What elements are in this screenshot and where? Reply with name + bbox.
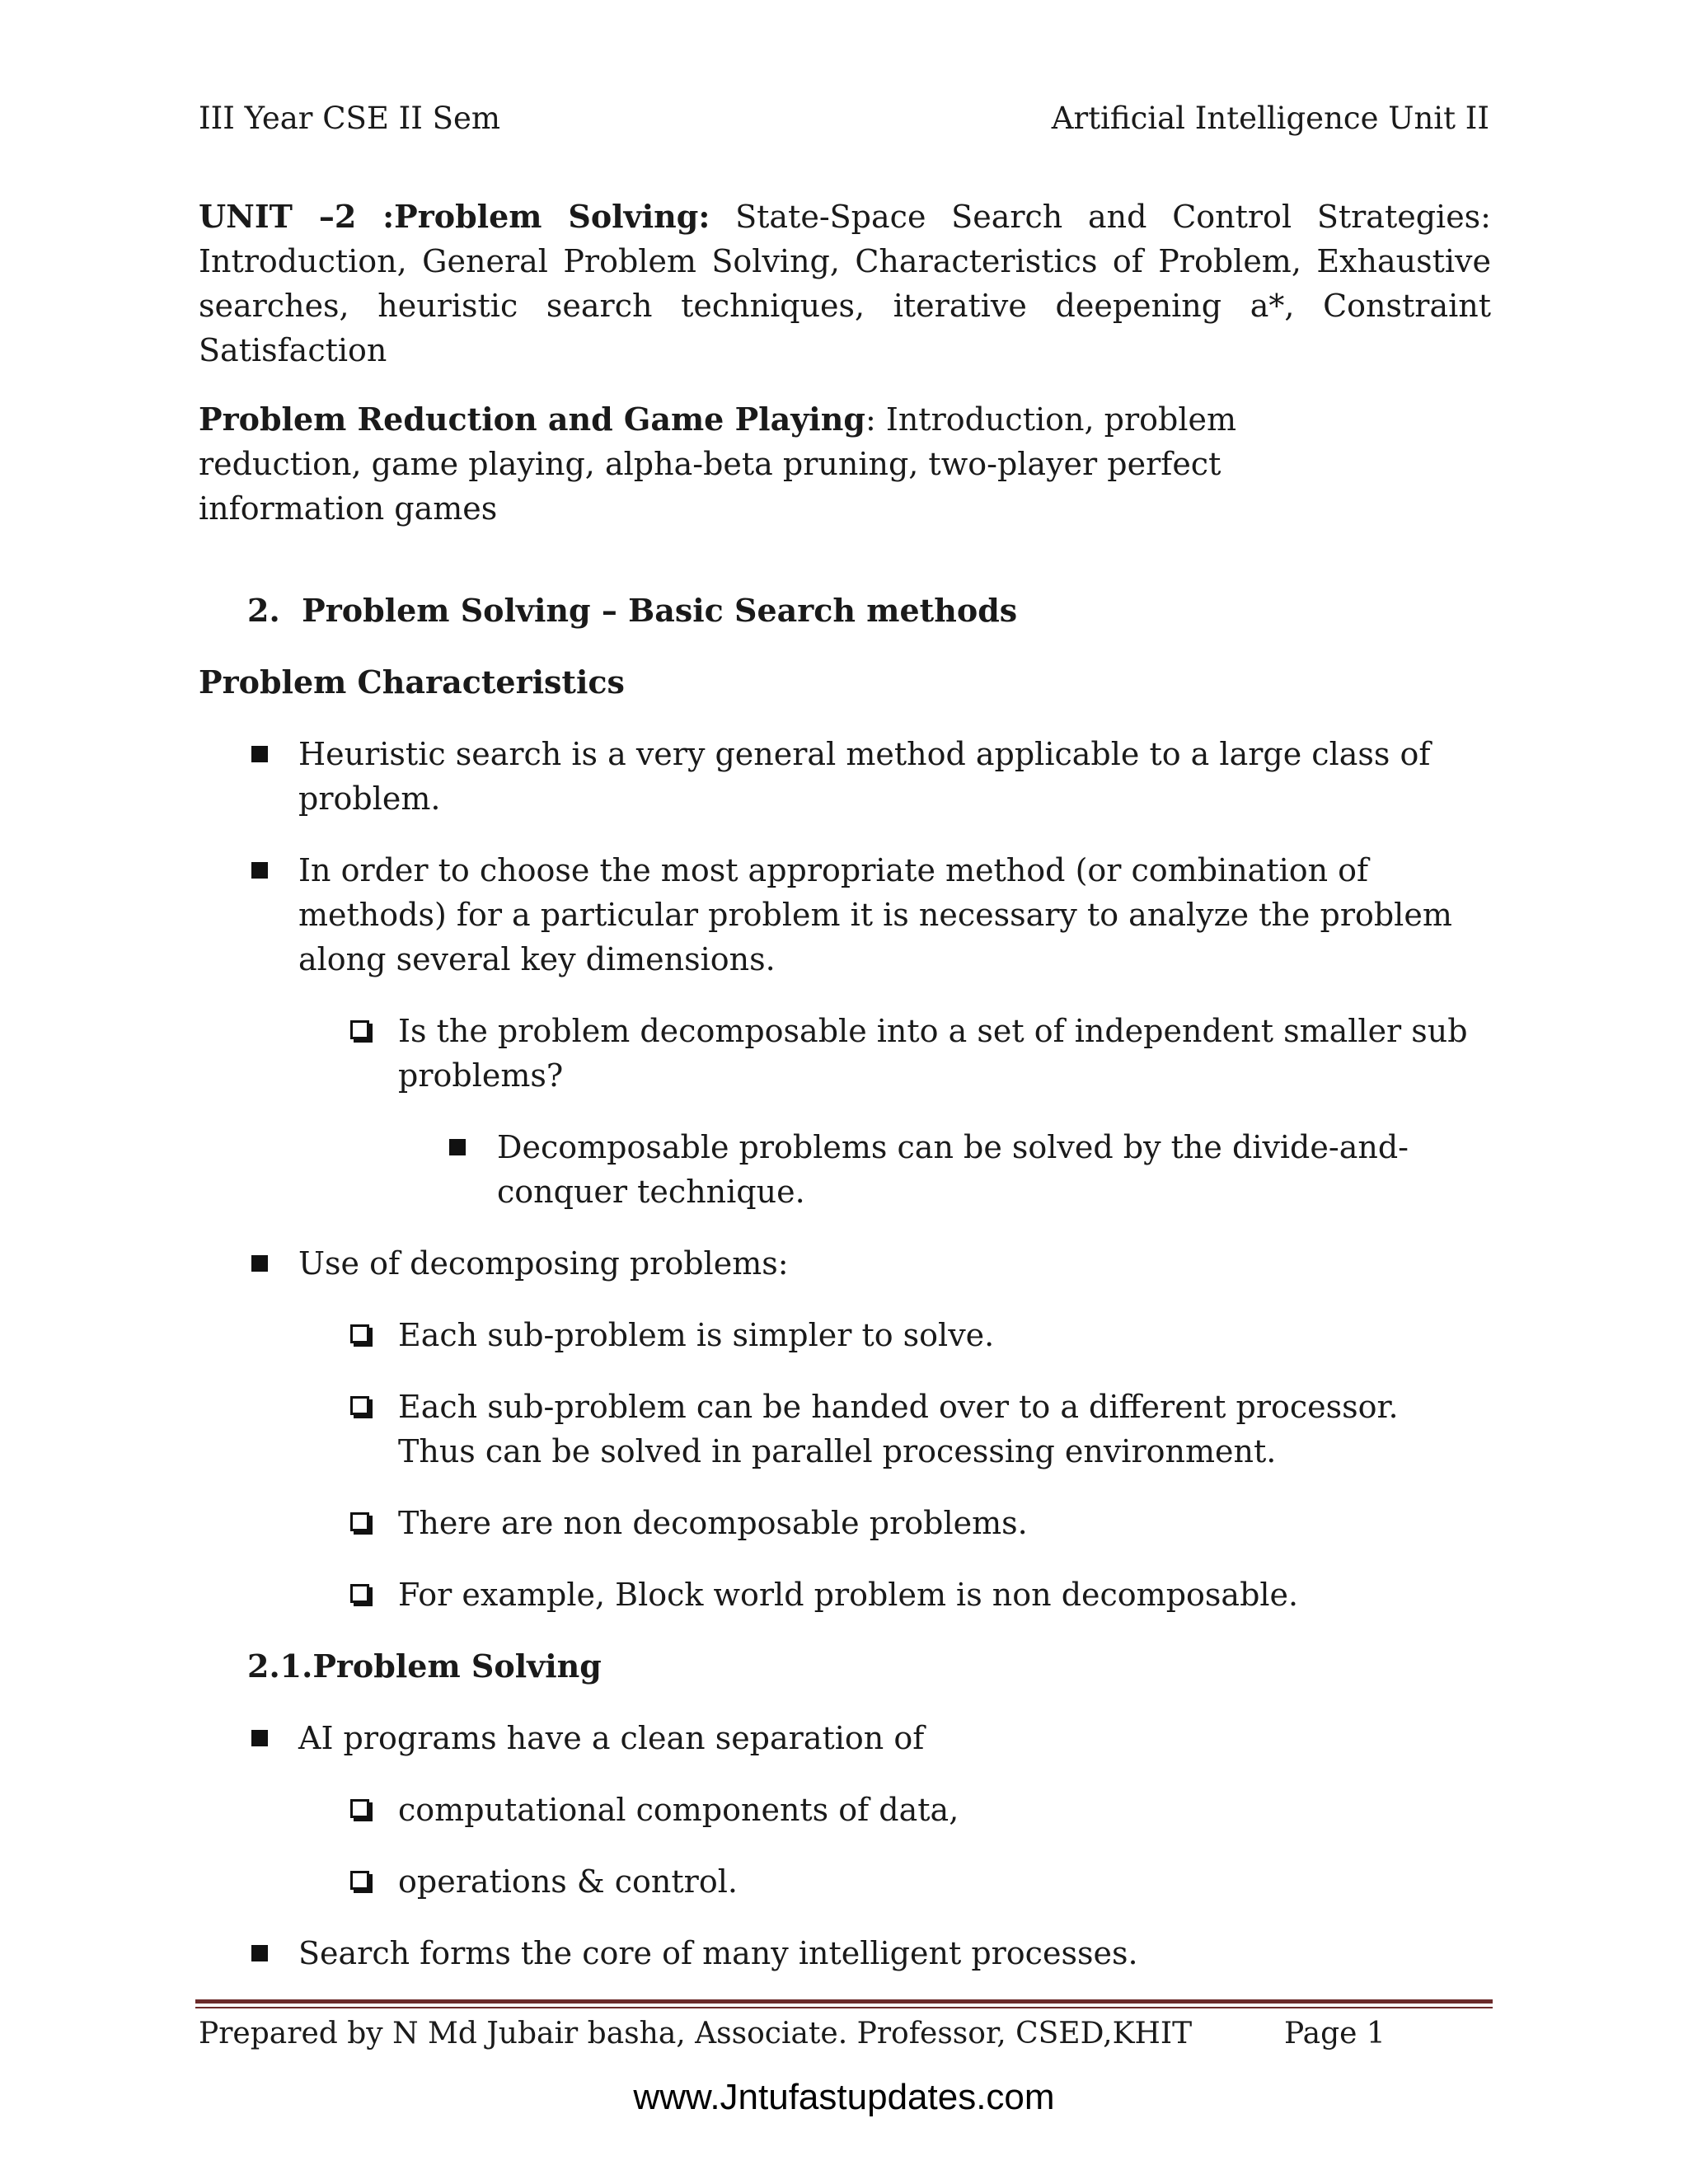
footer-rule xyxy=(195,1999,1493,2004)
syllabus-unit-label: UNIT –2 :Problem Solving: xyxy=(199,198,710,235)
list-item xyxy=(251,1716,1455,1760)
filled-square-bullet-icon xyxy=(251,1931,298,1975)
checkbox-bullet-icon xyxy=(350,1572,398,1617)
list-item xyxy=(350,1572,1488,1617)
list-item-text: Is the problem decomposable into a set of independent smaller sub problems? xyxy=(398,1013,1468,1094)
list-item xyxy=(251,1931,1455,1975)
section-heading: 2.1.Problem Solving xyxy=(247,1647,602,1685)
syllabus-reduction-text: : Introduction, problem reduction, game playing, alpha-beta pruning, two-player perfect information games xyxy=(199,401,1236,527)
section-heading: 2. Problem Solving – Basic Search methods xyxy=(247,592,1018,629)
filled-square-bullet-icon xyxy=(449,1125,497,1169)
subsection-heading: Problem Characteristics xyxy=(199,663,625,701)
list-item xyxy=(350,1859,1488,1904)
list-item xyxy=(350,1501,1488,1545)
list-item xyxy=(449,1125,1438,1214)
footer-author: Prepared by N Md Jubair basha, Associate. Professor, CSED,KHIT xyxy=(199,2017,1193,2050)
filled-square-bullet-icon xyxy=(251,848,298,893)
filled-square-bullet-icon xyxy=(251,1716,298,1760)
list-item-text: For example, Block world problem is non decomposable. xyxy=(398,1577,1299,1613)
list-item-text: computational components of data, xyxy=(398,1792,959,1828)
list-item-text: operations & control. xyxy=(398,1863,738,1900)
syllabus-unit-text: State-Space Search and Control Strategies: Introduction, General Problem Solving, Characteristics of Problem, Exhaustive searches, heuristic search techniques, iterative deepening a*, Constraint Satisfaction xyxy=(199,199,1491,368)
filled-square-bullet-icon xyxy=(251,1241,298,1286)
list-item xyxy=(350,1009,1488,1098)
checkbox-bullet-icon xyxy=(350,1788,398,1832)
list-item xyxy=(350,1788,1488,1832)
header-subject: Artificial Intelligence Unit II xyxy=(1051,101,1489,136)
list-item xyxy=(251,732,1455,821)
syllabus-unit-paragraph xyxy=(199,194,1491,373)
footer-rule-thin xyxy=(195,2007,1493,2008)
header-course: III Year CSE II Sem xyxy=(199,101,500,136)
list-item-text: In order to choose the most appropriate method (or combination of methods) for a particular problem it is necessary to analyze the problem along several key dimensions. xyxy=(298,852,1452,977)
list-item xyxy=(350,1385,1455,1474)
checkbox-bullet-icon xyxy=(350,1385,398,1429)
list-item xyxy=(350,1313,1488,1357)
list-item-text: There are non decomposable problems. xyxy=(398,1505,1028,1541)
syllabus-reduction-label: Problem Reduction and Game Playing xyxy=(199,401,865,438)
list-item-text: AI programs have a clean separation of xyxy=(298,1720,925,1756)
filled-square-bullet-icon xyxy=(251,732,298,776)
checkbox-bullet-icon xyxy=(350,1859,398,1904)
list-item xyxy=(251,848,1455,982)
checkbox-bullet-icon xyxy=(350,1009,398,1053)
list-item-text: Each sub-problem is simpler to solve. xyxy=(398,1317,995,1353)
checkbox-bullet-icon xyxy=(350,1313,398,1357)
list-item-text: Heuristic search is a very general method applicable to a large class of problem. xyxy=(298,736,1431,817)
syllabus-reduction-paragraph xyxy=(199,397,1402,531)
list-item-text: Use of decomposing problems: xyxy=(298,1245,789,1282)
list-item-text: Each sub-problem can be handed over to a different processor. Thus can be solved in parallel processing environment. xyxy=(398,1389,1399,1469)
list-item-text: Decomposable problems can be solved by the divide-and-conquer technique. xyxy=(497,1129,1409,1210)
website-link[interactable]: www.Jntufastupdates.com xyxy=(633,2077,1055,2117)
list-item xyxy=(251,1241,1455,1286)
list-item-text: Search forms the core of many intelligent processes. xyxy=(298,1935,1138,1971)
checkbox-bullet-icon xyxy=(350,1501,398,1545)
page-number: Page 1 xyxy=(1284,2017,1386,2050)
